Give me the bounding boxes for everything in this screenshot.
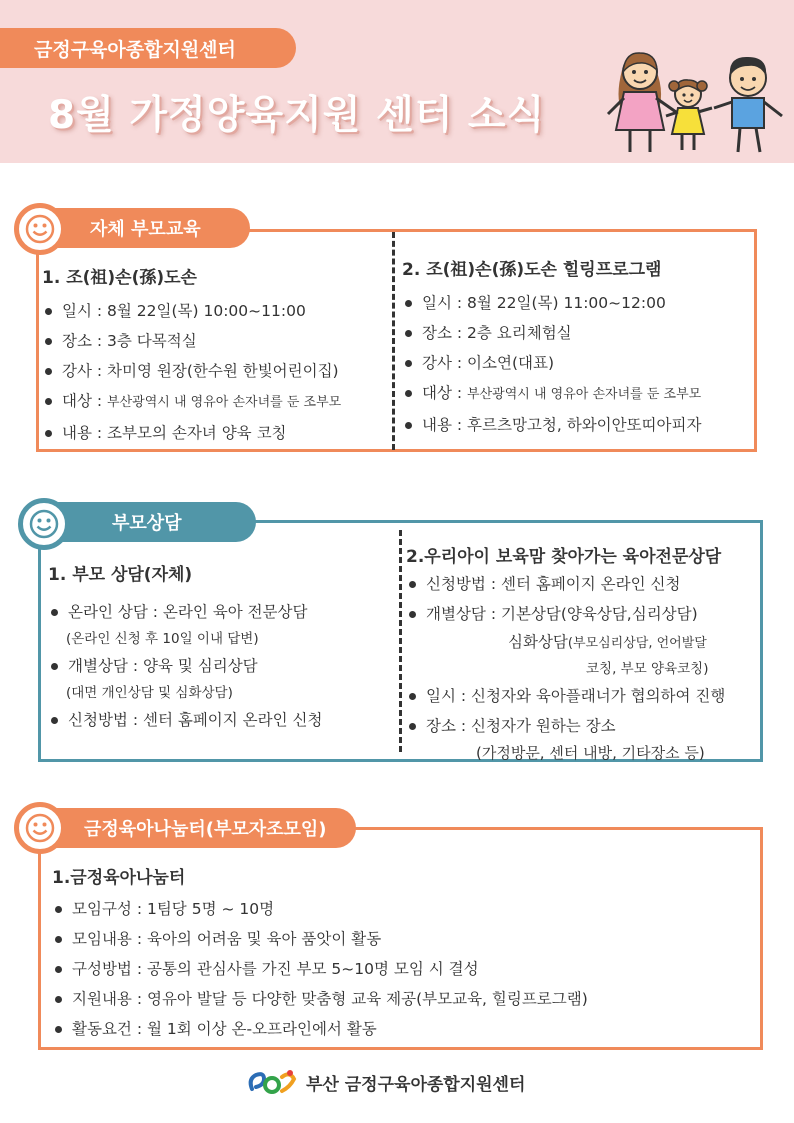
program-title: 2.우리아이 보육맘 찾아가는 육아전문상담 [406, 547, 722, 567]
program-title: 2. 조(祖)손(孫)도손 힐링프로그램 [402, 260, 662, 280]
list-item: 신청방법 : 센터 홈페이지 온라인 신청 [406, 569, 725, 599]
section1-divider [392, 232, 395, 450]
list-item: 일시 : 8월 22일(목) 10:00~11:00 [42, 296, 341, 326]
list-item-note: 심화상담(부모심리상담, 언어발달 [508, 633, 707, 651]
list-item: 장소 : 2층 요리체험실 [402, 318, 701, 348]
list-item: 개별상담 : 기본상담(양육상담,심리상담) [406, 599, 725, 629]
section1-left-column [42, 263, 341, 448]
list-item-note: 코칭, 부모 양육코칭) [586, 661, 709, 677]
list-item: 일시 : 8월 22일(목) 11:00~12:00 [402, 288, 701, 318]
section3-column [52, 863, 588, 1044]
list-item: 활동요건 : 월 1회 이상 온-오프라인에서 활동 [52, 1014, 588, 1044]
center-logo-icon [246, 1067, 298, 1097]
section-label-counseling [40, 502, 256, 542]
list-item: 온라인 상담 : 온라인 육아 전문상담 [48, 597, 322, 627]
list-item: 일시 : 신청자와 육아플래너가 협의하여 진행 [406, 681, 725, 711]
list-item: 장소 : 신청자가 원하는 장소 [406, 711, 725, 741]
section-label-parent-education [40, 208, 250, 248]
list-item: 모임내용 : 육아의 어려움 및 육아 품앗이 활동 [52, 924, 588, 954]
list-item: 강사 : 이소연(대표) [402, 348, 701, 378]
list-item-note: (대면 개인상담 및 심화상담) [66, 685, 233, 701]
list-item-note: (온라인 신청 후 10일 이내 답변) [66, 631, 259, 647]
section2-left-column [48, 560, 322, 735]
footer [246, 1067, 525, 1097]
section1-right-column [402, 255, 701, 440]
header-banner [0, 0, 794, 163]
list-item-note: (가정방문, 센터 내방, 기타장소 등) [476, 744, 705, 762]
list-item: 대상 : 부산광역시 내 영유아 손자녀를 둔 조부모 [42, 386, 341, 418]
list-item: 대상 : 부산광역시 내 영유아 손자녀를 둔 조부모 [402, 378, 701, 410]
section-label-parent-group [40, 808, 356, 848]
smiley-icon [14, 802, 66, 854]
program-title: 1. 부모 상담(자체) [48, 565, 193, 585]
list-item: 지원내용 : 영유아 발달 등 다양한 맞춤형 교육 제공(부모교육, 힐링프로그램) [52, 984, 588, 1014]
org-name-badge: 금정구육아종합지원센터 [0, 28, 296, 68]
list-item: 장소 : 3층 다목적실 [42, 326, 341, 356]
section2-right-column [406, 542, 725, 765]
list-item: 모임구성 : 1팀당 5명 ~ 10명 [52, 894, 588, 924]
footer-center-name: 부산 금정구육아종합지원센터 [306, 1074, 526, 1095]
list-item: 개별상담 : 양육 및 심리상담 [48, 651, 322, 681]
smiley-icon [18, 498, 70, 550]
page-title: 8월 가정양육지원 센터 소식 [48, 93, 546, 138]
family-illustration [600, 42, 790, 160]
section-label-text: 부모상담 [112, 513, 182, 534]
program-title: 1. 조(祖)손(孫)도손 [42, 268, 197, 288]
section-label-text: 자체 부모교육 [90, 219, 201, 240]
list-item: 내용 : 후르츠망고청, 하와이안또띠아피자 [402, 410, 701, 440]
section-label-text: 금정육아나눔터(부모자조모임) [84, 819, 327, 840]
smiley-icon [14, 203, 66, 255]
section2-divider [399, 530, 402, 752]
list-item: 구성방법 : 공통의 관심사를 가진 부모 5~10명 모임 시 결성 [52, 954, 588, 984]
list-item: 강사 : 차미영 원장(한수원 한빛어린이집) [42, 356, 341, 386]
list-item: 내용 : 조부모의 손자녀 양육 코칭 [42, 418, 341, 448]
program-title: 1.금정육아나눔터 [52, 868, 186, 888]
list-item: 신청방법 : 센터 홈페이지 온라인 신청 [48, 705, 322, 735]
